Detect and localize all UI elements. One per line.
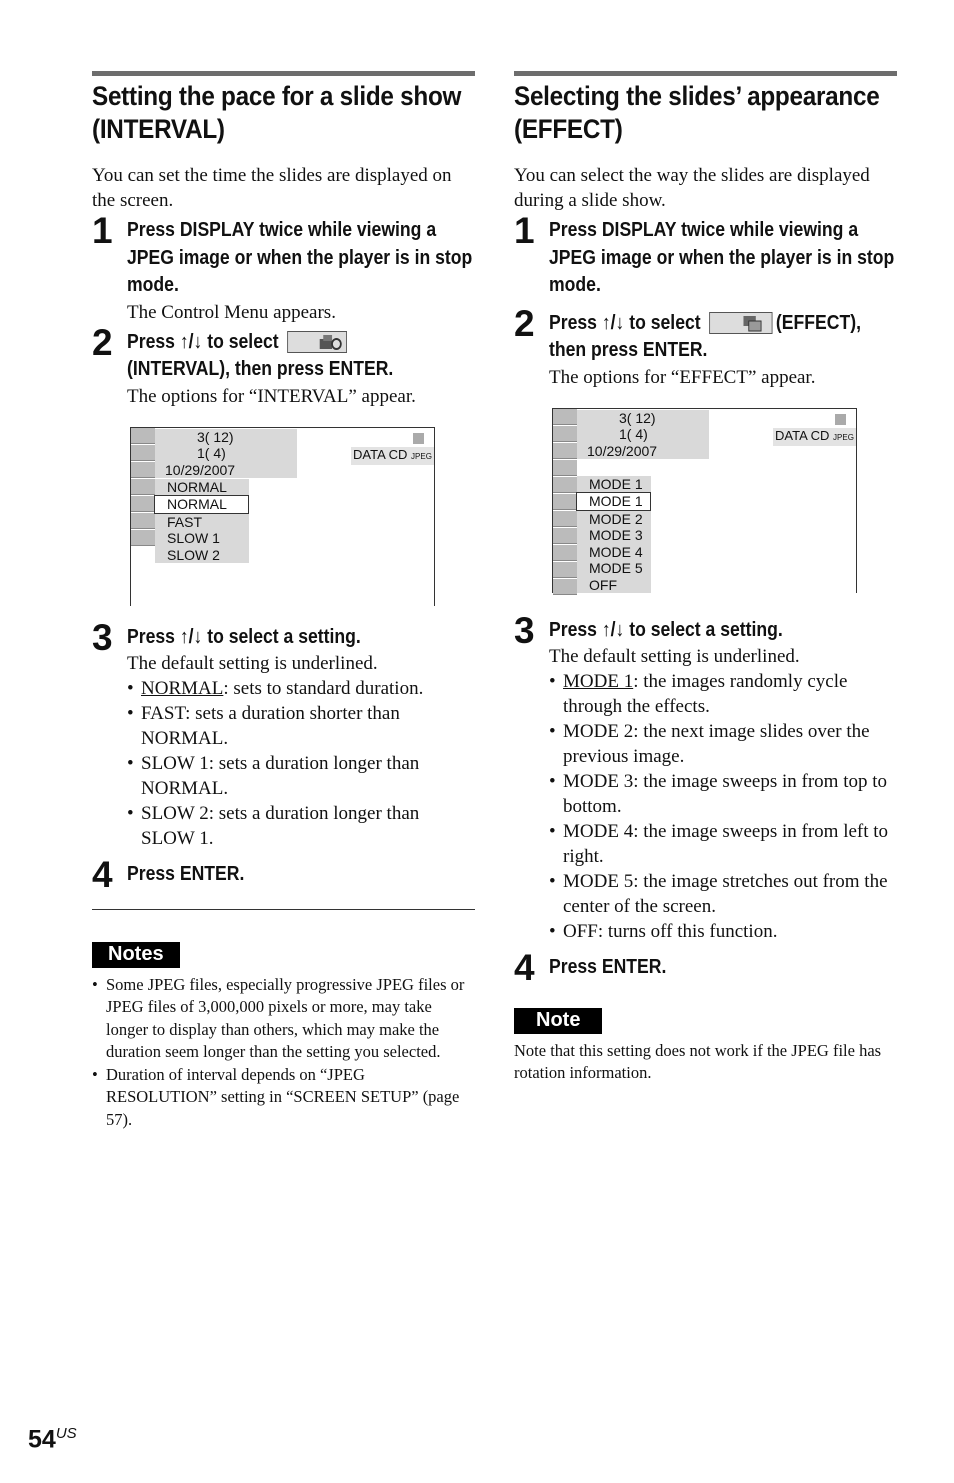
osd-icon-column	[131, 428, 155, 547]
interval-osd-screen	[130, 427, 435, 606]
osd-datacd-label: DATA CD JPEG	[351, 447, 434, 465]
step-number: 4	[92, 854, 113, 895]
note-item: • Duration of interval depends on “JPEG RESOLUTION” setting in “SCREEN SETUP” (page 57).	[92, 1064, 460, 1129]
step-2	[92, 321, 475, 606]
osd-info	[577, 410, 709, 460]
osd-info	[155, 429, 297, 479]
bullet-item: • MODE 4: the image sweeps in from left to right.	[549, 821, 889, 867]
section-rule	[92, 71, 475, 76]
bullet-item: • MODE 1: the images randomly cycle through the effects.	[549, 671, 848, 717]
osd-option-selected[interactable]: MODE 1	[576, 492, 651, 511]
title-line-2: (EFFECT)	[514, 114, 623, 144]
step-title: Press ↑/↓ to select a setting.	[549, 618, 783, 641]
step-3	[514, 609, 897, 945]
effect-section	[514, 71, 897, 1085]
osd-square-icon	[413, 433, 424, 444]
section-title	[514, 80, 897, 146]
osd-info-line: 10/29/2007	[165, 461, 236, 478]
step-title: Press ENTER.	[127, 863, 245, 885]
step-number: 3	[514, 609, 535, 651]
note-header: Note	[514, 1008, 602, 1034]
step-3	[92, 616, 475, 852]
bullet-list	[127, 676, 475, 851]
osd-option[interactable]: MODE 3	[589, 527, 643, 543]
interval-section	[92, 71, 475, 1131]
osd-info-line: 1( 4)	[619, 426, 648, 442]
step-4	[92, 854, 475, 895]
bullet-item: • SLOW 1: sets a duration longer than NORMAL.	[127, 753, 420, 799]
osd-datacd-label: DATA CD JPEG	[773, 428, 856, 446]
step-2	[514, 302, 897, 593]
osd-info-line: 3( 12)	[197, 428, 234, 445]
section-rule	[514, 71, 897, 76]
step-title-pre: Press ↑/↓ to select	[549, 311, 701, 334]
title-line-1: Setting the pace for a slide show	[92, 81, 462, 111]
notes-separator	[92, 909, 475, 910]
osd-option-current: NORMAL	[167, 478, 227, 495]
title-line-2: (INTERVAL)	[92, 114, 225, 144]
step-body: The default setting is underlined.	[549, 646, 800, 667]
step-number: 2	[92, 321, 113, 363]
bullet-item: • FAST: sets a duration shorter than NORMAL.	[127, 703, 400, 749]
bullet-item: • MODE 5: the image stretches out from the center of the screen.	[549, 871, 888, 917]
osd-option[interactable]: SLOW 2	[167, 546, 220, 563]
step-title	[127, 329, 479, 384]
bullet-item: • SLOW 2: sets a duration longer than SLOW 1.	[127, 803, 420, 849]
notes-box	[92, 942, 475, 1132]
step-body: The options for “INTERVAL” appear.	[127, 385, 416, 407]
title-line-1: Selecting the slides’ appearance	[514, 81, 880, 111]
osd-option-selected[interactable]: NORMAL	[154, 495, 249, 514]
osd-option[interactable]: MODE 4	[589, 543, 643, 560]
step-1	[92, 210, 475, 325]
bullet-item: • OFF: turns off this function.	[549, 921, 778, 942]
osd-option[interactable]: FAST	[167, 513, 203, 530]
osd-info-line: 1( 4)	[197, 445, 226, 461]
bullet-item: • NORMAL: sets to standard duration.	[127, 678, 424, 699]
section-title	[92, 80, 475, 146]
notes-header: Notes	[92, 942, 180, 968]
osd-option-current: MODE 1	[589, 475, 643, 492]
intro-text: You can select the way the slides are displayed during a slide show.	[514, 165, 870, 211]
osd-option[interactable]: OFF	[589, 576, 617, 593]
osd-info-line: 3( 12)	[619, 409, 656, 426]
osd-options	[577, 476, 651, 594]
osd-info-line: 10/29/2007	[587, 442, 658, 459]
step-title	[549, 310, 901, 365]
effect-osd-screen	[552, 408, 857, 593]
step-title-post: (EFFECT), then press ENTER.	[549, 311, 861, 361]
notes-list	[92, 974, 475, 1132]
step-title-post: (INTERVAL), then press ENTER.	[127, 358, 394, 380]
step-title-pre: Press ↑/↓ to select	[127, 330, 279, 353]
step-number: 2	[514, 302, 535, 344]
osd-options	[155, 479, 249, 564]
step-number: 1	[514, 210, 535, 251]
step-4	[514, 947, 897, 988]
osd-option[interactable]: MODE 5	[589, 560, 643, 576]
step-number: 3	[92, 616, 113, 658]
step-title: Press DISPLAY twice while viewing a JPEG image or when the player is in stop mode.	[127, 219, 473, 296]
step-body: The options for “EFFECT” appear.	[549, 366, 816, 388]
osd-option[interactable]: SLOW 1	[167, 530, 220, 546]
step-title: Press ENTER.	[549, 956, 667, 978]
step-number: 1	[92, 210, 113, 251]
bullet-list	[549, 669, 897, 944]
note-box	[514, 1008, 897, 1085]
osd-option[interactable]: MODE 2	[589, 510, 643, 527]
osd-icon-column	[553, 409, 577, 596]
osd-square-icon	[835, 414, 846, 425]
intro-text: You can set the time the slides are displayed on the screen.	[92, 165, 452, 211]
step-1	[514, 210, 897, 300]
note-item: • Some JPEG files, especially progressive JPEG files or JPEG files of 3,000,000 pixels or more, may take longer to display than others, which may make the duration seem longer than the setting you selected.	[92, 974, 465, 1061]
step-title: Press ↑/↓ to select a setting.	[127, 625, 361, 648]
interval-icon	[287, 331, 347, 353]
page-number: $54^{US}$	[28, 1425, 77, 1454]
step-body: The Control Menu appears.	[127, 301, 336, 323]
step-title: Press DISPLAY twice while viewing a JPEG image or when the player is in stop mode.	[549, 219, 895, 296]
effect-icon	[709, 312, 772, 334]
step-body: The default setting is underlined.	[127, 653, 378, 674]
step-number: 4	[514, 947, 535, 988]
note-text: Note that this setting does not work if the JPEG file has rotation information.	[514, 1040, 882, 1082]
bullet-item: • MODE 3: the image sweeps in from top to bottom.	[549, 771, 888, 817]
bullet-item: • MODE 2: the next image slides over the previous image.	[549, 721, 870, 767]
